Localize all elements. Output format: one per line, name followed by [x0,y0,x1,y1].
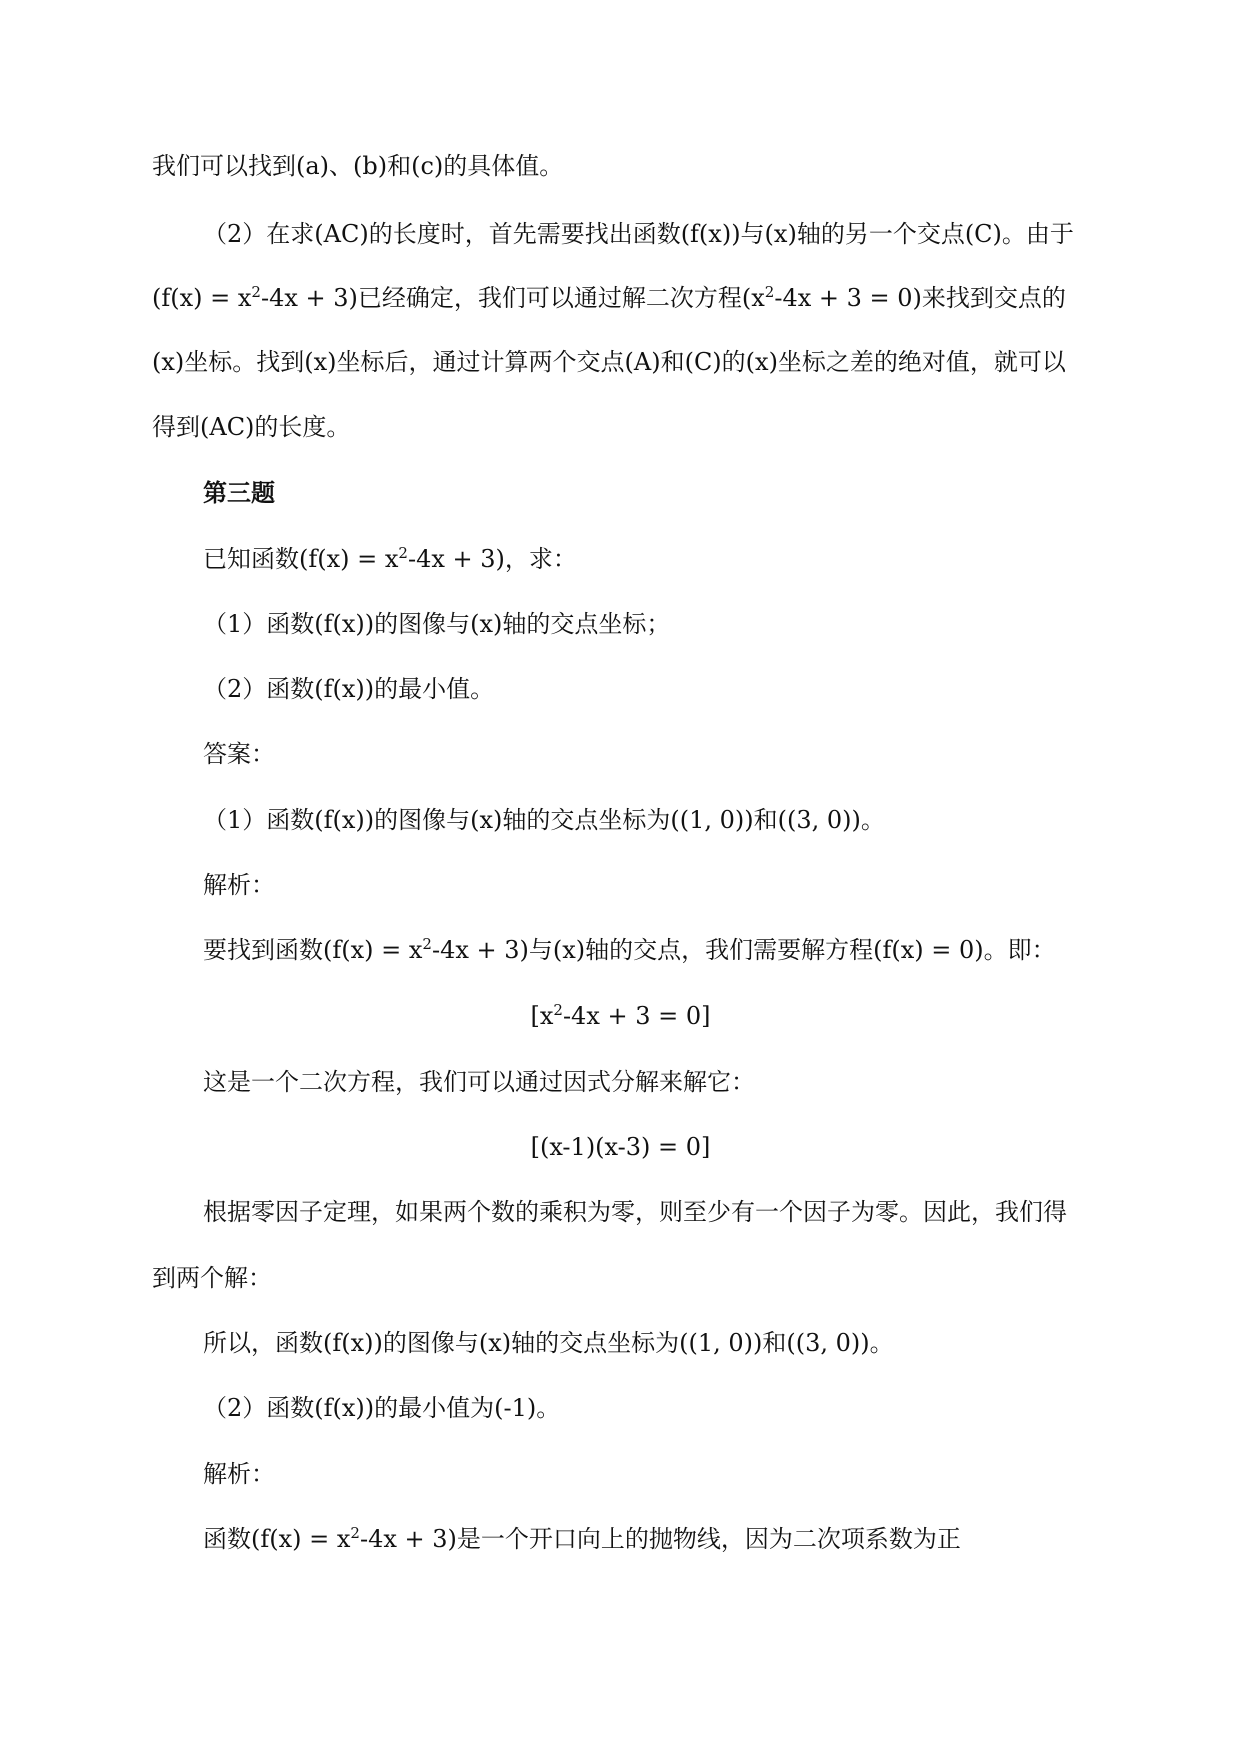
answer-part-2: （2）函数(f(x))的最小值为(-1)。 [203,1394,561,1422]
question-part-2: （2）函数(f(x))的最小值。 [203,675,495,703]
paragraph-line: $(f(x) = x^2-4x + 3)$已经确定，我们可以通过解二次方程$(x^2-4x + 3 = 0)$来找到交点的 [152,283,1066,312]
analysis-label: 解析： [203,871,275,899]
equation-display: [(x-1)(x-3) = 0] [530,1133,711,1161]
paragraph-line: （2）在求(AC)的长度时，首先需要找出函数(f(x))与(x)轴的另一个交点(C)。由于 [203,220,1074,248]
paragraph-line: 要找到函数$(f(x) = x^2-4x + 3)$与(x)轴的交点，我们需要解方程(f(x) = 0)。即： [203,935,1056,964]
analysis-label: 解析： [203,1460,275,1488]
paragraph-line: 这是一个二次方程，我们可以通过因式分解来解它： [203,1068,755,1096]
paragraph-line: 函数$(f(x) = x^2-4x + 3)$是一个开口向上的抛物线，因为二次项系数为正 [203,1524,961,1553]
answer-label: 答案： [203,740,275,768]
paragraph-line: 根据零因子定理，如果两个数的乘积为零，则至少有一个因子为零。因此，我们得 [203,1198,1067,1226]
paragraph-line: 我们可以找到(a)、(b)和(c)的具体值。 [152,152,564,180]
equation-display: $[x^2-4x + 3 = 0]$ [530,1001,711,1030]
question-part-1: （1）函数(f(x))的图像与(x)轴的交点坐标； [203,610,671,638]
question-text: 已知函数$(f(x) = x^2-4x + 3)$，求： [203,544,577,573]
answer-part-1: （1）函数(f(x))的图像与(x)轴的交点坐标为((1, 0))和((3, 0))。 [203,806,885,834]
paragraph-line: (x)坐标。找到(x)坐标后，通过计算两个交点(A)和(C)的(x)坐标之差的绝对值，就可以 [152,348,1066,376]
conclusion-line: 所以，函数(f(x))的图像与(x)轴的交点坐标为((1, 0))和((3, 0))。 [203,1329,894,1357]
paragraph-line: 得到(AC)的长度。 [152,413,351,441]
section-heading: 第三题 [203,479,275,507]
paragraph-line: 到两个解： [152,1264,272,1292]
